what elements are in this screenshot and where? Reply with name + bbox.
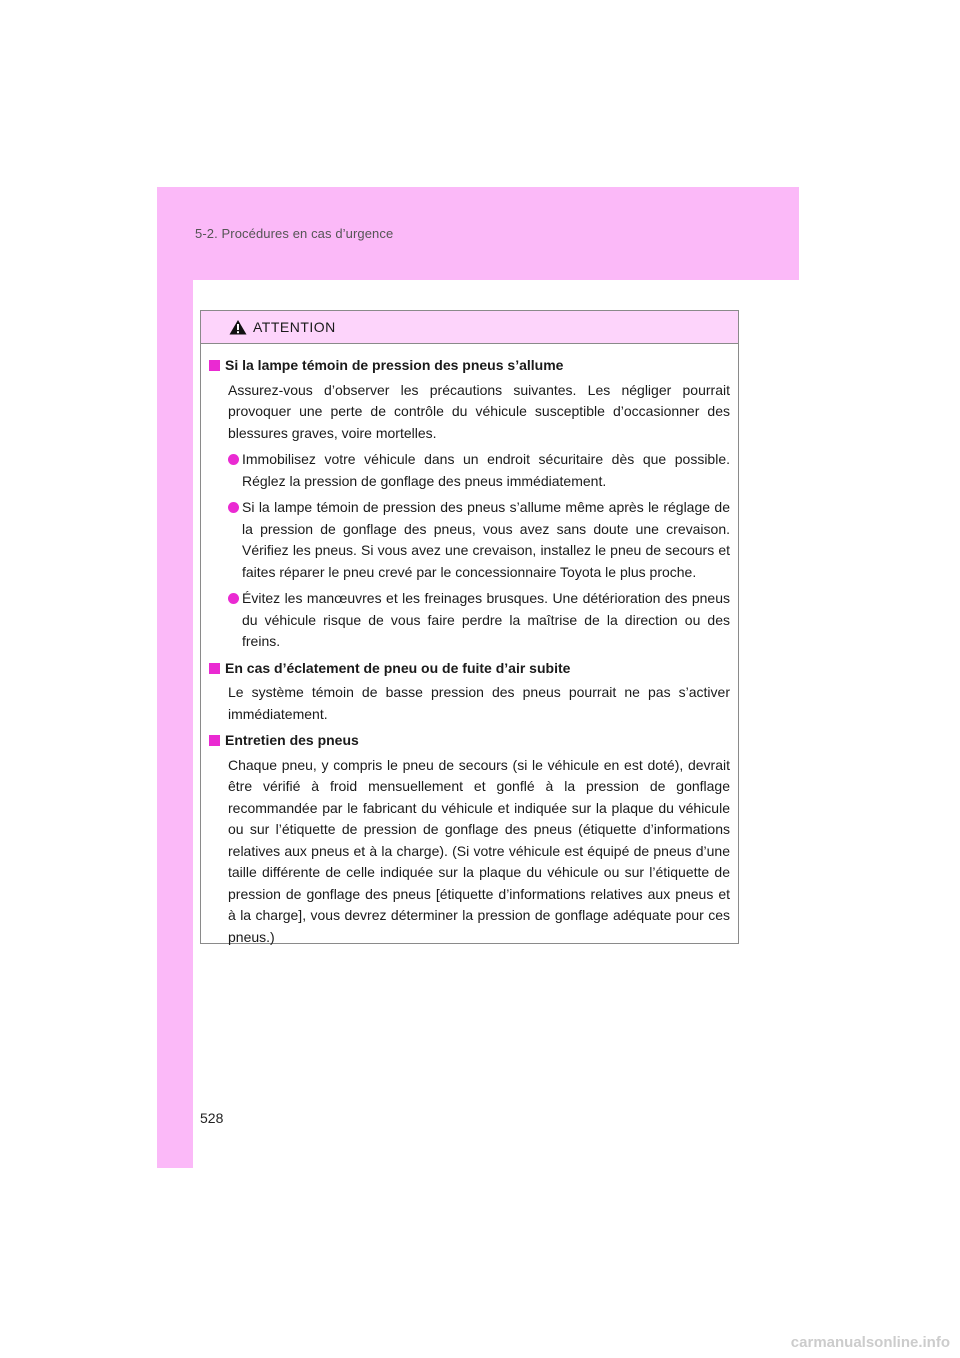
circle-bullet-icon	[228, 454, 239, 465]
list-item: Si la lampe témoin de pression des pneus s’allume même après le réglage de la pression de gonflage des pneus, vous avez sans doute une crevaison. Vérifiez les pneus. Si vous avez une crevaison, installez le pneu de secours et faites réparer le pneu crevé par le concessionnaire Toyota le plus proche.	[209, 497, 730, 583]
topic-text: Assurez-vous d’observer les précautions suivantes. Les négliger pourrait provoquer une perte de contrôle du véhicule susceptible d’occasionner des blessures graves, voire mortelles.	[228, 381, 730, 441]
topic-heading: Entretien des pneus	[209, 730, 730, 752]
list-item: Évitez les manœuvres et les freinages brusques. Une détérioration des pneus du véhicule risque de vous faire perdre la maîtrise de la direction ou des freins.	[209, 588, 730, 653]
side-color-strip	[157, 187, 193, 1168]
topic-text: Le système témoin de basse pression des pneus pourrait ne pas s’activer immédiatement.	[228, 684, 730, 722]
topic-heading: En cas d’éclatement de pneu ou de fuite d’air subite	[209, 658, 730, 680]
page-number: 528	[200, 1110, 224, 1126]
watermark: carmanualsonline.info	[790, 1334, 950, 1351]
caution-box	[200, 310, 739, 944]
square-bullet-icon	[209, 735, 220, 746]
square-bullet-icon	[209, 360, 220, 371]
caution-body	[201, 344, 738, 948]
square-bullet-icon	[209, 663, 220, 674]
topic-heading: Si la lampe témoin de pression des pneus s’allume	[209, 355, 730, 377]
circle-bullet-icon	[228, 502, 239, 513]
topic-text: Chaque pneu, y compris le pneu de secours (si le véhicule en est doté), devrait être vérifié à froid mensuellement et gonflé à la pression de gonflage recommandée par le fabricant du véhicule et indiquée sur la plaque du véhicule ou sur l’étiquette de pression de gonflage des pneus (étiquette d’informations relatives aux pneus et à la charge). (Si votre véhicule est équipé de pneus d’une taille différente de celle indiquée sur la plaque du véhicule ou sur l’étiquette de pression de gonflage des pneus [étiquette d’informations relatives aux pneus et à la charge], vous devrez déterminer la pression de gonflage adéquate pour ces pneus.)	[228, 756, 730, 945]
warning-triangle-icon	[229, 319, 247, 335]
section-label: 5-2. Procédures en cas d’urgence	[195, 226, 394, 241]
caution-title: ATTENTION	[253, 319, 336, 335]
list-item: Immobilisez votre véhicule dans un endroit sécuritaire dès que possible. Réglez la pression de gonflage des pneus immédiatement.	[209, 449, 730, 492]
circle-bullet-icon	[228, 593, 239, 604]
caution-header	[201, 311, 738, 344]
